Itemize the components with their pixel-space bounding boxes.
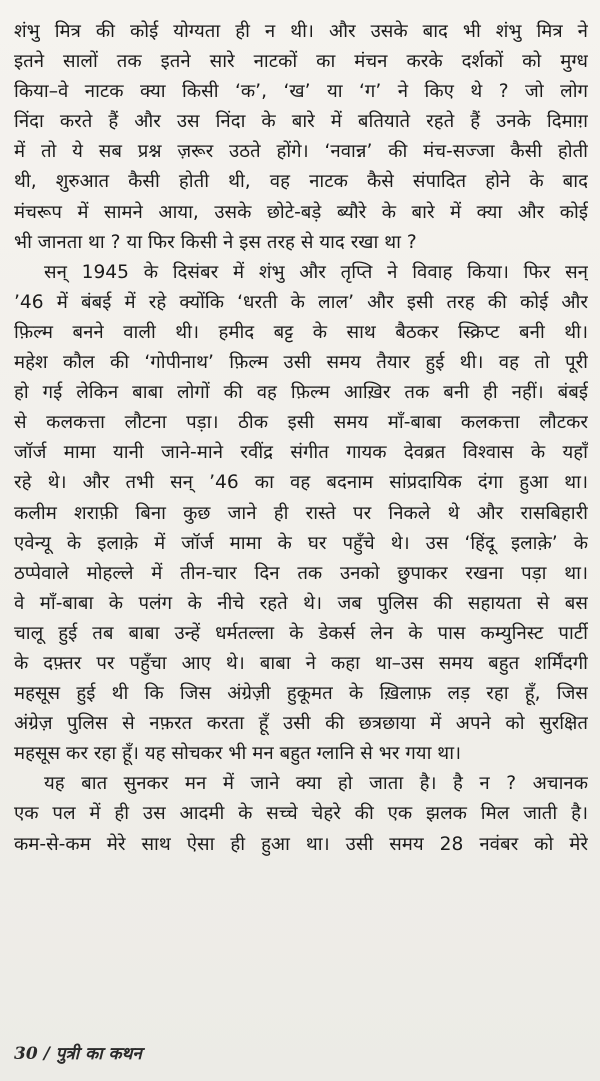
text-line: चालू हुई तब बाबा उन्हें धर्मतल्ला के डेकर्स लेन के पास कम्युनिस्ट पार्टी <box>14 622 588 644</box>
text-line: एक पल में ही उस आदमी के सच्चे चेहरे की एक झलक मिल जाती है। <box>14 803 588 825</box>
text-line: अंग्रेज़ पुलिस से नफ़रत करता हूँ उसी की छत्रछाया में अपने को सुरक्षित <box>14 713 588 735</box>
text-line: भी जानता था ? या फिर किसी ने इस तरह से याद रखा था ? <box>14 231 417 253</box>
text-line: यह बात सुनकर मन में जाने क्या हो जाता है। है न ? अचानक <box>44 773 588 795</box>
text-line: कम-से-कम मेरे साथ ऐसा ही हुआ था। उसी समय 28 नवंबर को मेरे <box>14 833 588 855</box>
text-line: इतने सालों तक इतने सारे नाटकों का मंचन करके दर्शकों को मुग्ध <box>14 51 588 73</box>
body-text <box>14 17 588 860</box>
text-line: महेश कौल की ‘गोपीनाथ’ फ़िल्म उसी समय तैयार हुई थी। वह तो पूरी <box>14 352 588 374</box>
text-line: में तो ये सब प्रश्न ज़रूर उठते होंगे। ‘नवान्न’ की मंच-सज्जा कैसी होती <box>14 141 588 163</box>
text-line: सन् 1945 के दिसंबर में शंभु और तृप्ति ने विवाह किया। फिर सन् <box>44 261 588 283</box>
text-line: वे माँ-बाबा के पलंग के नीचे रहते थे। जब पुलिस की सहायता से बस <box>14 592 588 614</box>
text-line: मंचरूप में सामने आया, उसके छोटे-बड़े ब्यौरे के बारे में क्या और कोई <box>14 201 588 223</box>
text-line: जॉर्ज मामा यानी जाने-माने रवींद्र संगीत गायक देवब्रत विश्वास के यहाँ <box>14 442 588 464</box>
paragraph-3 <box>14 769 588 859</box>
text-line: कलीम शराफ़ी बिना कुछ जाने ही रास्ते पर निकले थे और रासबिहारी <box>14 502 588 524</box>
text-line: ’46 में बंबई में रहे क्योंकि ‘धरती के लाल’ और इसी तरह की कोई और <box>14 291 588 313</box>
text-line: ठप्पेवाले मोहल्ले में तीन-चार दिन तक उनको छुपाकर रखना पड़ा था। <box>14 562 588 584</box>
text-line: से कलकत्ता लौटना पड़ा। ठीक इसी समय माँ-बाबा कलकत्ता लौटकर <box>14 412 588 434</box>
text-line: फ़िल्म बनने वाली थी। हमीद बट्ट के साथ बैठकर स्क्रिप्ट बनी थी। <box>14 321 588 343</box>
text-line: शंभु मित्र की कोई योग्यता ही न थी। और उसके बाद भी शंभु मित्र ने <box>14 21 588 42</box>
text-line: महसूस कर रहा हूँ। यह सोचकर भी मन बहुत ग्लानि से भर गया था। <box>14 743 462 765</box>
text-line: के दफ़्तर पर पहुँचा आए थे। बाबा ने कहा था–उस समय बहुत शर्मिंदगी <box>14 652 588 674</box>
text-line: किया–वे नाटक क्या किसी ‘क’, ‘ख’ या ‘ग’ ने किए थे ? जो लोग <box>14 81 588 103</box>
paragraph-2 <box>14 258 588 770</box>
text-line: रहे थे। और तभी सन् ’46 का वह बदनाम सांप्रदायिक दंगा हुआ था। <box>14 472 588 494</box>
paragraph-1 <box>14 17 588 258</box>
page-footer: 30 / पुत्री का कथन <box>14 1044 142 1064</box>
text-line: थी, शुरुआत कैसी होती थी, वह नाटक कैसे संपादित होने के बाद <box>14 171 588 193</box>
text-line: एवेन्यू के इलाक़े में जॉर्ज मामा के घर पहुँचे थे। उस ‘हिंदू इलाक़े’ के <box>14 532 588 554</box>
text-line: हो गई लेकिन बाबा लोगों की वह फ़िल्म आख़िर तक बनी ही नहीं। बंबई <box>14 382 588 404</box>
text-line: महसूस हुई थी कि जिस अंग्रेज़ी हुकूमत के ख़िलाफ़ लड़ रहा हूँ, जिस <box>14 683 588 705</box>
text-line: निंदा करते हैं और उस निंदा के बारे में बतियाते रहते हैं उनके दिमाग़ <box>14 111 588 133</box>
